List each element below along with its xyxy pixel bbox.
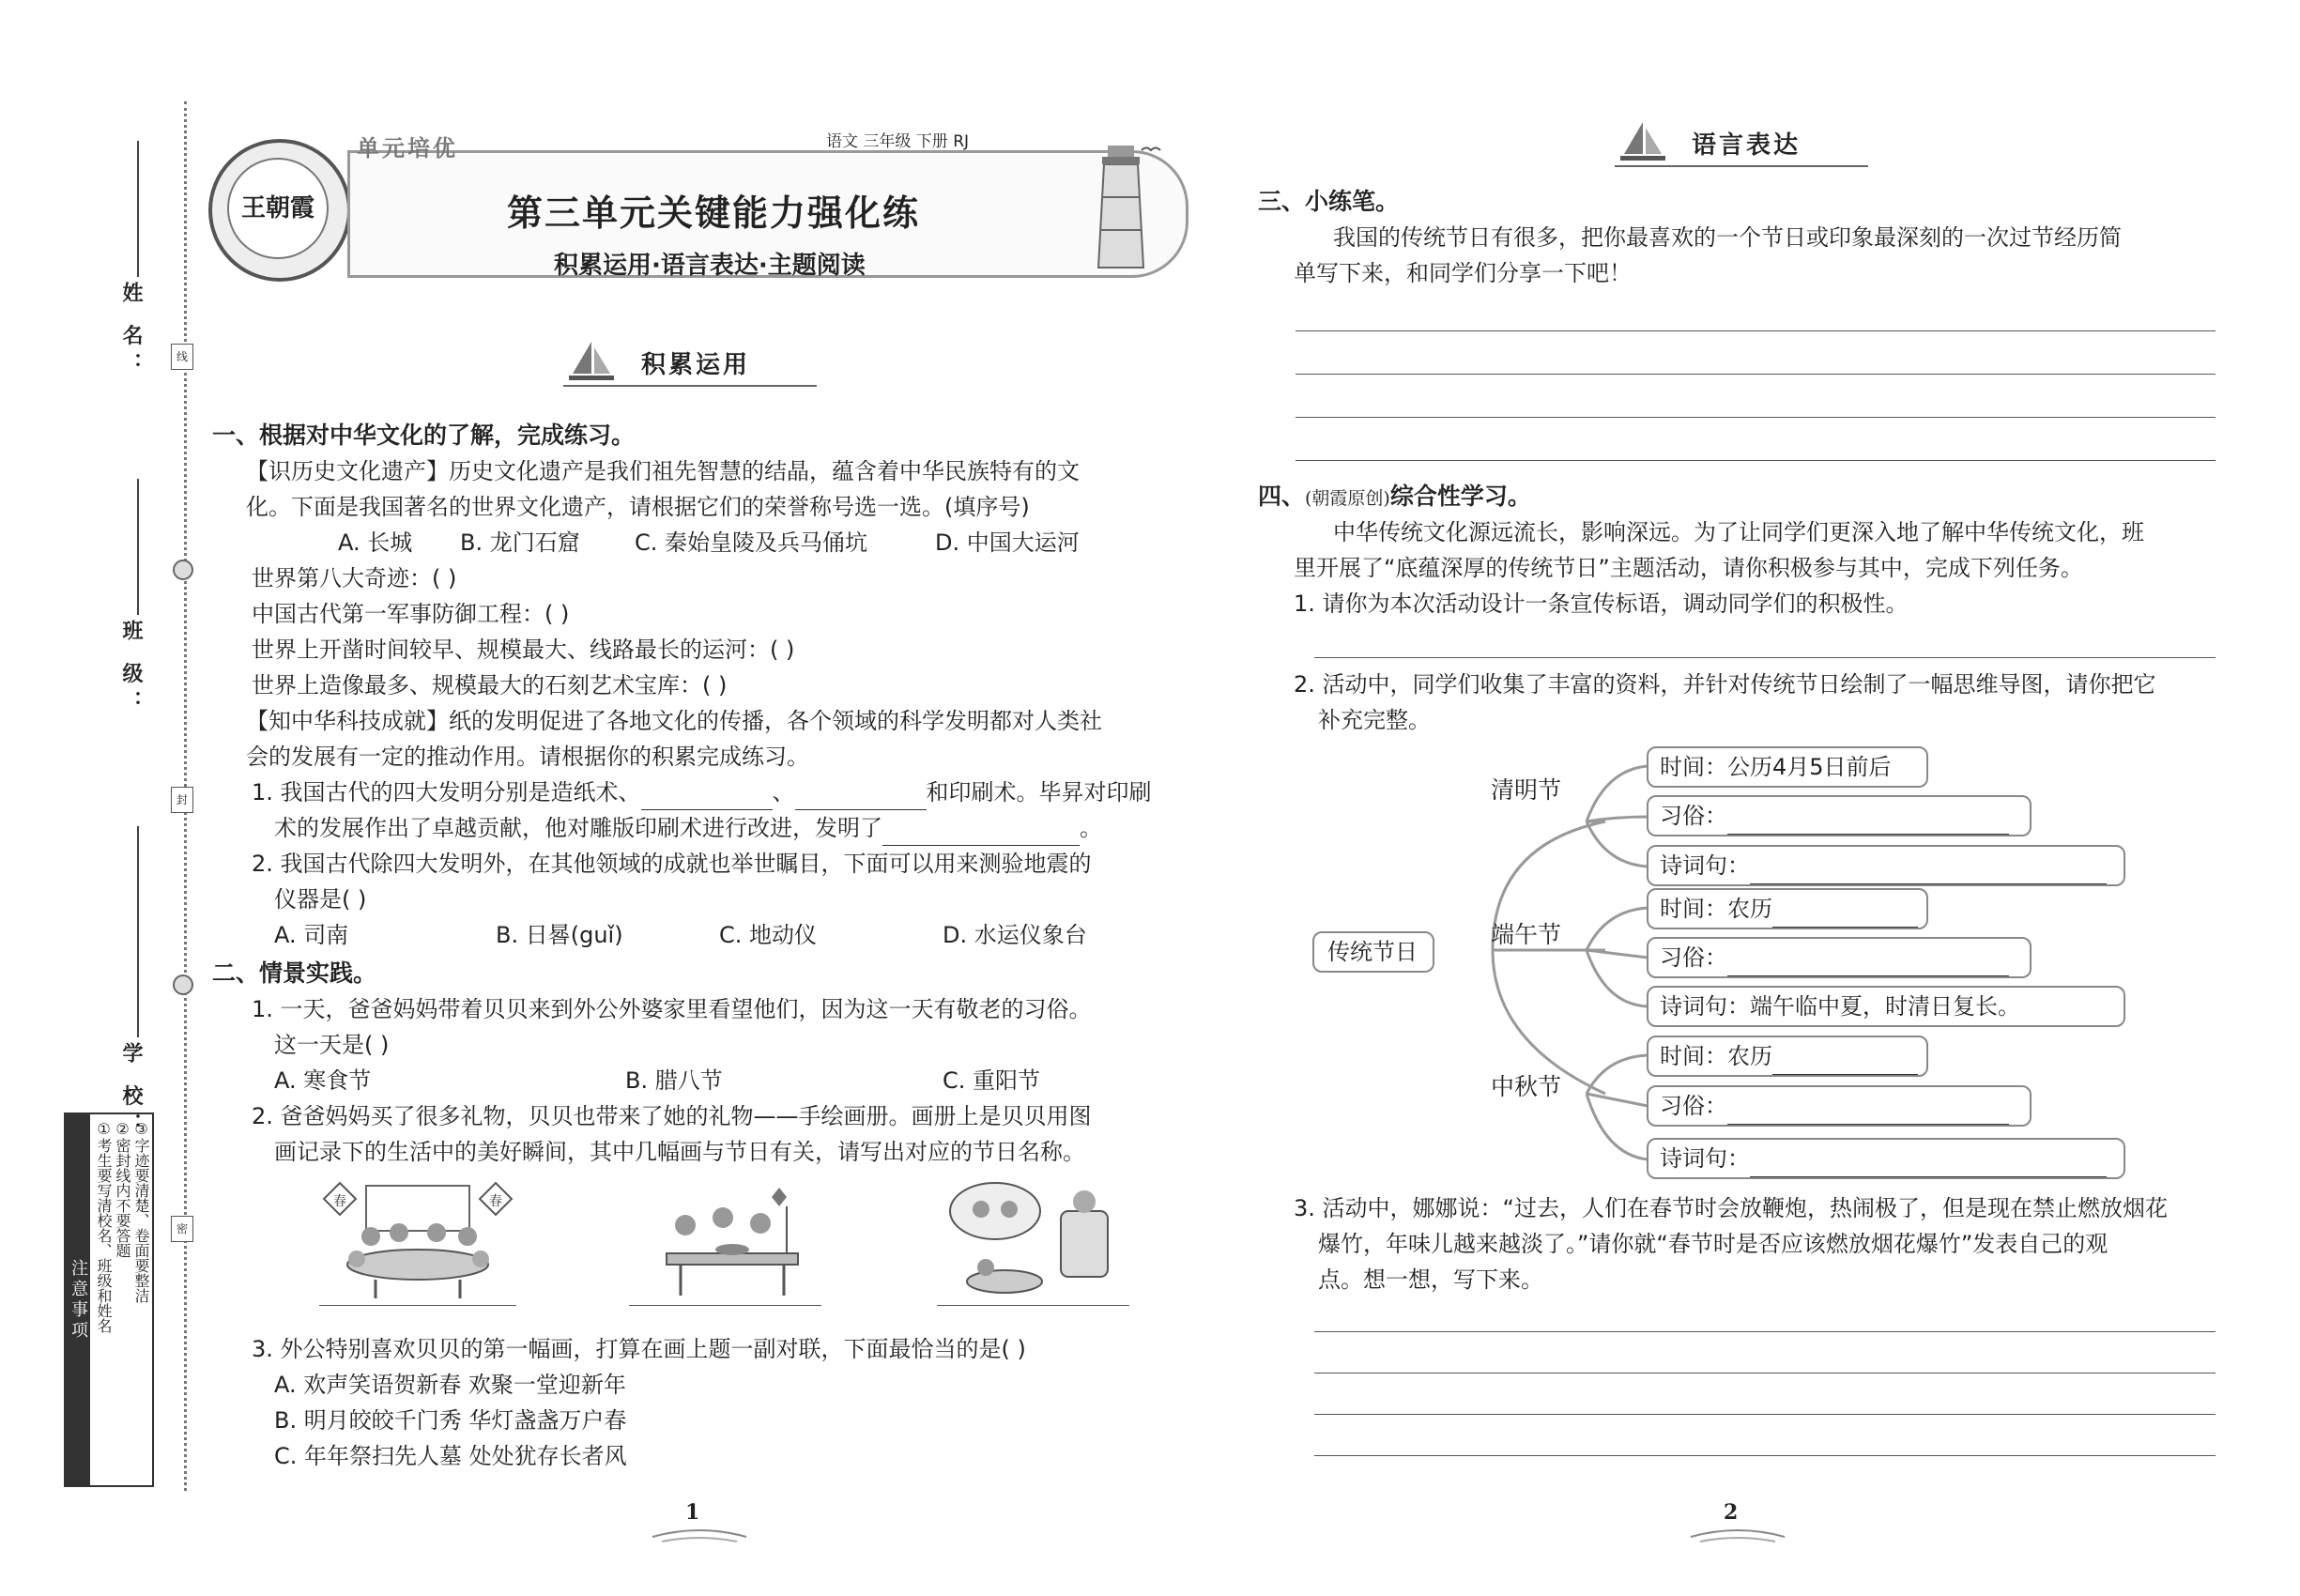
q2-1-option: B. 腊八节 [625, 1067, 723, 1094]
leaf-label: 时间：农历 [1660, 896, 1772, 922]
page-title: 第三单元关键能力强化练 [507, 192, 921, 234]
section-banner-expression: 语言表达 [1692, 131, 1802, 160]
lighthouse-icon [1080, 127, 1164, 277]
leaf-label: 习俗： [1660, 1093, 1727, 1119]
answer-blank[interactable] [1727, 809, 2009, 835]
sailboat-icon [563, 338, 620, 385]
section-banner-accumulation: 积累运用 [641, 351, 751, 379]
notice-item: ③字迹要清楚、卷面要整洁 [132, 1120, 150, 1303]
mid-autumn-illustration [939, 1174, 1127, 1300]
q4-2-cont: 补充完整。 [1318, 707, 1431, 733]
name-label: 姓 名： [119, 282, 143, 381]
q2-3-option: A. 欢声笑语贺新春 欢聚一堂迎新年 [274, 1372, 626, 1398]
banner-underline [563, 385, 817, 387]
class-label: 班 级： [119, 620, 143, 719]
mindmap-leaf [1647, 1036, 1928, 1077]
q2-1-option: C. 重阳节 [943, 1067, 1041, 1094]
q4-3: 3. 活动中，娜娜说：“过去，人们在春节时会放鞭炮，热闹极了，但是现在禁止燃放烟花 [1294, 1195, 2168, 1221]
q1-sub2-option: C. 地动仪 [719, 922, 818, 948]
q4-title-tag: (朝霞原创) [1305, 488, 1390, 509]
book-info: 语文 三年级 下册 RJ [826, 132, 970, 151]
brand-logo [208, 139, 351, 282]
binding-hole-icon [173, 560, 193, 580]
q4-title [1258, 479, 1531, 516]
q2-1-cont: 这一天是( ) [274, 1032, 390, 1058]
answer-blank[interactable] [1750, 859, 2107, 884]
q4-title-num: 四、 [1258, 483, 1306, 510]
mindmap-leaf [1647, 795, 2032, 836]
school-line [137, 826, 139, 1037]
mindmap-leaf [1647, 937, 2032, 978]
writing-line[interactable] [1296, 330, 2216, 331]
notice-item: ①考生要写清校名、班级和姓名 [95, 1120, 113, 1333]
logo-text: 王朝霞 [227, 158, 329, 259]
mindmap-leaf [1647, 1138, 2125, 1179]
q1-sub2-option: B. 日晷(guǐ) [496, 922, 623, 948]
q2-1-option: A. 寒食节 [274, 1067, 372, 1094]
q4-paragraph: 中华传统文化源远流长，影响深远。为了让同学们更深入地了解中华传统文化，班 [1333, 519, 2144, 545]
q1-item: 世界第八大奇迹：( ) [252, 565, 457, 591]
q3-title: 三、小练笔。 [1258, 188, 1400, 215]
notice-item: ②密封线内不要答题 [114, 1120, 131, 1258]
name-line [137, 141, 139, 277]
q4-paragraph: 里开展了“底蕴深厚的传统节日”主题活动，请你积极参与其中，完成下列任务。 [1294, 555, 2083, 581]
page-number-left: 1 [685, 1500, 700, 1525]
writing-line[interactable] [1314, 1455, 2216, 1456]
mindmap-branch: 清明节 [1491, 776, 1562, 804]
page-ornament-icon [648, 1526, 751, 1546]
binding-hole-icon [173, 974, 193, 995]
q1-sub1 [252, 775, 1152, 810]
q4-3-cont: 爆竹，年味儿越来越淡了。”请你就“春节时是否应该燃放烟花爆竹”发表自己的观 [1318, 1231, 2108, 1257]
q1-item: 世界上开凿时间较早、规模最大、线路最长的运河：( ) [252, 637, 795, 663]
q4-title-text: 综合性学习。 [1389, 483, 1531, 510]
q1-sub1-text: 术的发展作出了卓越贡献，他对雕版印刷术进行改进，发明了 [274, 815, 882, 841]
answer-blank[interactable] [1727, 951, 2009, 976]
answer-blank[interactable] [795, 785, 927, 810]
writing-line[interactable] [1296, 460, 2216, 461]
mindmap-branch: 端午节 [1491, 921, 1562, 948]
q1-sub1-text: 、 [772, 779, 795, 806]
page-number-right: 2 [1724, 1500, 1739, 1525]
answer-line[interactable] [937, 1305, 1129, 1306]
mindmap-leaf [1647, 888, 1928, 929]
mindmap-branch: 中秋节 [1491, 1073, 1562, 1100]
q2-2: 2. 爸爸妈妈买了很多礼物，贝贝也带来了她的礼物——手绘画册。画册上是贝贝用图 [252, 1103, 1092, 1129]
writing-line[interactable] [1314, 1414, 2216, 1415]
notice-box [64, 1113, 154, 1487]
mindmap-leaf: 时间：公历4月5日前后 [1647, 746, 1928, 788]
q1-sub1-text: 和印刷术。毕昇对印刷 [926, 779, 1152, 806]
q1-title: 一、根据对中华文化的了解，完成练习。 [212, 422, 636, 449]
seal-mark-mi: 密 [171, 1216, 193, 1242]
q1-item: 中国古代第一军事防御工程：( ) [252, 601, 570, 627]
q1-paragraph: 化。下面是我国著名的世界文化遗产，请根据它们的荣誉称号选一选。(填序号) [246, 494, 1030, 520]
q2-3: 3. 外公特别喜欢贝贝的第一幅画，打算在画上题一副对联，下面最恰当的是( ) [252, 1336, 1026, 1362]
seal-mark-xian: 线 [171, 344, 193, 370]
mindmap-root: 传统节日 [1312, 931, 1434, 973]
leaf-label: 诗词句： [1660, 852, 1750, 879]
answer-line[interactable] [319, 1305, 516, 1306]
notice-title: 注意事项 [66, 1114, 90, 1485]
answer-blank[interactable] [1772, 1050, 1918, 1075]
class-line [137, 479, 139, 615]
q1-sub2-option: D. 水运仪象台 [943, 922, 1087, 948]
q1-sub2-option: A. 司南 [274, 922, 349, 948]
seal-mark-feng: 封 [171, 787, 193, 813]
q1-sub1-text: 1. 我国古代的四大发明分别是造纸术、 [252, 779, 641, 806]
q2-3-option: B. 明月皎皎千门秀 华灯盏盏万户春 [274, 1407, 627, 1434]
mindmap-leaf [1647, 845, 2125, 886]
q1-sub1-text: 。 [1080, 815, 1102, 841]
q1-paragraph: 【识历史文化遗产】历史文化遗产是我们祖先智慧的结晶，蕴含着中华民族特有的文 [246, 458, 1080, 484]
q1-item: 世界上造像最多、规模最大的石刻艺术宝库：( ) [252, 672, 728, 698]
banner-underline [1615, 165, 1868, 167]
writing-line[interactable] [1296, 417, 2216, 418]
writing-line[interactable] [1314, 1331, 2216, 1332]
leaf-label: 诗词句： [1660, 1145, 1750, 1172]
q1-paragraph: 会的发展有一定的推动作用。请根据你的积累完成练习。 [246, 744, 809, 770]
answer-blank[interactable] [882, 821, 1080, 846]
answer-line[interactable] [1314, 657, 2216, 658]
answer-line[interactable] [629, 1305, 821, 1306]
q1-option: C. 秦始皇陵及兵马俑坑 [635, 529, 868, 556]
q1-sub2-cont: 仪器是( ) [274, 886, 367, 913]
sailboat-icon [1615, 118, 1671, 165]
q3-paragraph: 单写下来，和同学们分享一下吧！ [1294, 260, 1632, 286]
school-label: 学 校： [119, 1042, 143, 1142]
family-dinner-illustration [319, 1178, 516, 1300]
leaf-label: 习俗： [1660, 803, 1727, 829]
leaf-label: 习俗： [1660, 944, 1727, 971]
laba-porridge-illustration [638, 1178, 826, 1300]
q1-option: A. 长城 [338, 529, 413, 556]
mindmap-leaf [1647, 1085, 2032, 1127]
page-ornament-icon [1686, 1526, 1789, 1546]
writing-line[interactable] [1296, 374, 2216, 375]
q3-paragraph: 我国的传统节日有很多，把你最喜欢的一个节日或印象最深刻的一次过节经历简 [1333, 224, 2122, 251]
q4-1: 1. 请你为本次活动设计一条宣传标语，调动同学们的积极性。 [1294, 591, 1909, 617]
answer-blank[interactable] [1750, 1152, 2107, 1177]
page-subtitle: 积累运用·语言表达·主题阅读 [554, 252, 866, 280]
answer-blank[interactable] [1772, 902, 1918, 928]
q1-sub2: 2. 我国古代除四大发明外，在其他领域的成就也举世瞩目，下面可以用来测验地震的 [252, 851, 1092, 877]
leaf-label: 时间：农历 [1660, 1043, 1772, 1069]
answer-blank[interactable] [641, 785, 773, 810]
q1-sub1-cont [274, 810, 1102, 846]
unit-tag: 单元培优 [357, 135, 458, 161]
q2-1: 1. 一天，爸爸妈妈带着贝贝来到外公外婆家里看望他们，因为这一天有敬老的习俗。 [252, 996, 1092, 1022]
mindmap-leaf: 诗词句：端午临中夏，时清日复长。 [1647, 986, 2125, 1027]
q4-3-cont: 点。想一想，写下来。 [1318, 1266, 1543, 1293]
q2-2-cont: 画记录下的生活中的美好瞬间，其中几幅画与节日有关，请写出对应的节日名称。 [274, 1139, 1085, 1165]
q4-2: 2. 活动中，同学们收集了丰富的资料，并针对传统节日绘制了一幅思维导图，请你把它 [1294, 671, 2156, 698]
q1-paragraph: 【知中华科技成就】纸的发明促进了各地文化的传播，各个领域的科学发明都对人类社 [246, 708, 1102, 734]
answer-blank[interactable] [1727, 1099, 2009, 1125]
q2-3-option: C. 年年祭扫先人墓 处处犹存长者风 [274, 1443, 627, 1469]
pic-label: 春 [489, 1194, 502, 1209]
q1-option: D. 中国大运河 [935, 529, 1080, 556]
q1-option: B. 龙门石窟 [460, 529, 580, 556]
q2-title: 二、情景实践。 [212, 959, 377, 987]
pic-label: 春 [333, 1194, 346, 1209]
